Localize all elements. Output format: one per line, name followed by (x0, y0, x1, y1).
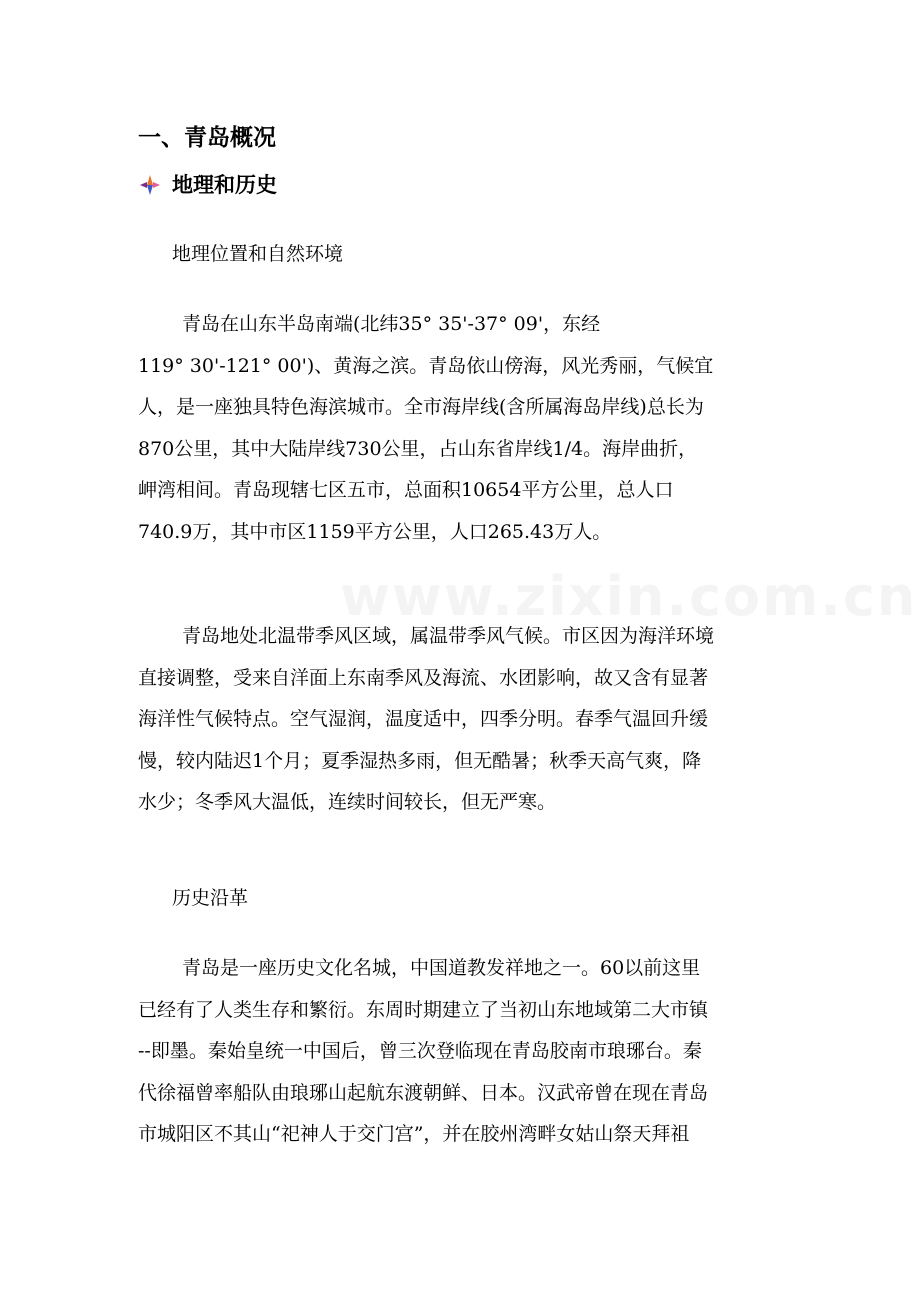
text-line: 已经有了人类生存和繁衍。东周时期建立了当初山东地域第二大市镇 (138, 998, 709, 1021)
text-line: 青岛在山东半岛南端(北纬35° 35'-37° 09'，东经 (182, 313, 601, 335)
paragraph-location (138, 304, 788, 553)
text-line: 水少；冬季风大温低，连续时间较长，但无严寒。 (138, 791, 557, 813)
diamond-bullet-icon (138, 174, 162, 196)
text-line: 市城阳区不其山“祀神人于交门宫”，并在胶州湾畔女姑山祭天拜祖 (138, 1123, 690, 1145)
section-heading-text: 地理和历史 (172, 173, 277, 197)
subheading-history: 历史沿革 (172, 887, 249, 909)
page-title: 一、青岛概况 (138, 125, 276, 151)
text-line: 海洋性气候特点。空气湿润，温度适中，四季分明。春季气温回升缓 (138, 708, 709, 730)
paragraph-climate (138, 616, 788, 824)
text-line: --即墨。秦始皇统一中国后，曾三次登临现在青岛胶南市琅琊台。秦 (138, 1040, 702, 1062)
subheading-geography: 地理位置和自然环境 (172, 243, 344, 265)
text-line: 直接调整，受来自洋面上东南季风及海流、水团影响，故又含有显著 (138, 666, 709, 689)
text-line: 岬湾相间。青岛现辖七区五市，总面积10654平方公里，总人口 (138, 479, 674, 501)
text-line: 青岛是一座历史文化名城，中国道教发祥地之一。60以前这里 (182, 957, 701, 979)
text-line: 青岛地处北温带季风区域，属温带季风气候。市区因为海洋环境 (182, 625, 715, 647)
text-line: 870公里，其中大陆岸线730公里，占山东省岸线1/4。海岸曲折， (138, 437, 698, 460)
text-line: 740.9万，其中市区1159平方公里，人口265.43万人。 (138, 520, 612, 543)
text-line: 代徐福曾率船队由琅琊山起航东渡朝鲜、日本。汉武帝曾在现在青岛 (138, 1081, 709, 1104)
section-heading (138, 166, 277, 204)
text-line: 人，是一座独具特色海滨城市。全市海岸线(含所属海岛岸线)总长为 (138, 396, 704, 418)
text-line: 119° 30'-121° 00')、黄海之滨。青岛依山傍海，风光秀丽，气候宜 (138, 354, 714, 377)
paragraph-history (138, 948, 788, 1156)
text-line: 慢，较内陆迟1个月；夏季湿热多雨，但无酷暑；秋季天高气爽，降 (138, 749, 702, 772)
